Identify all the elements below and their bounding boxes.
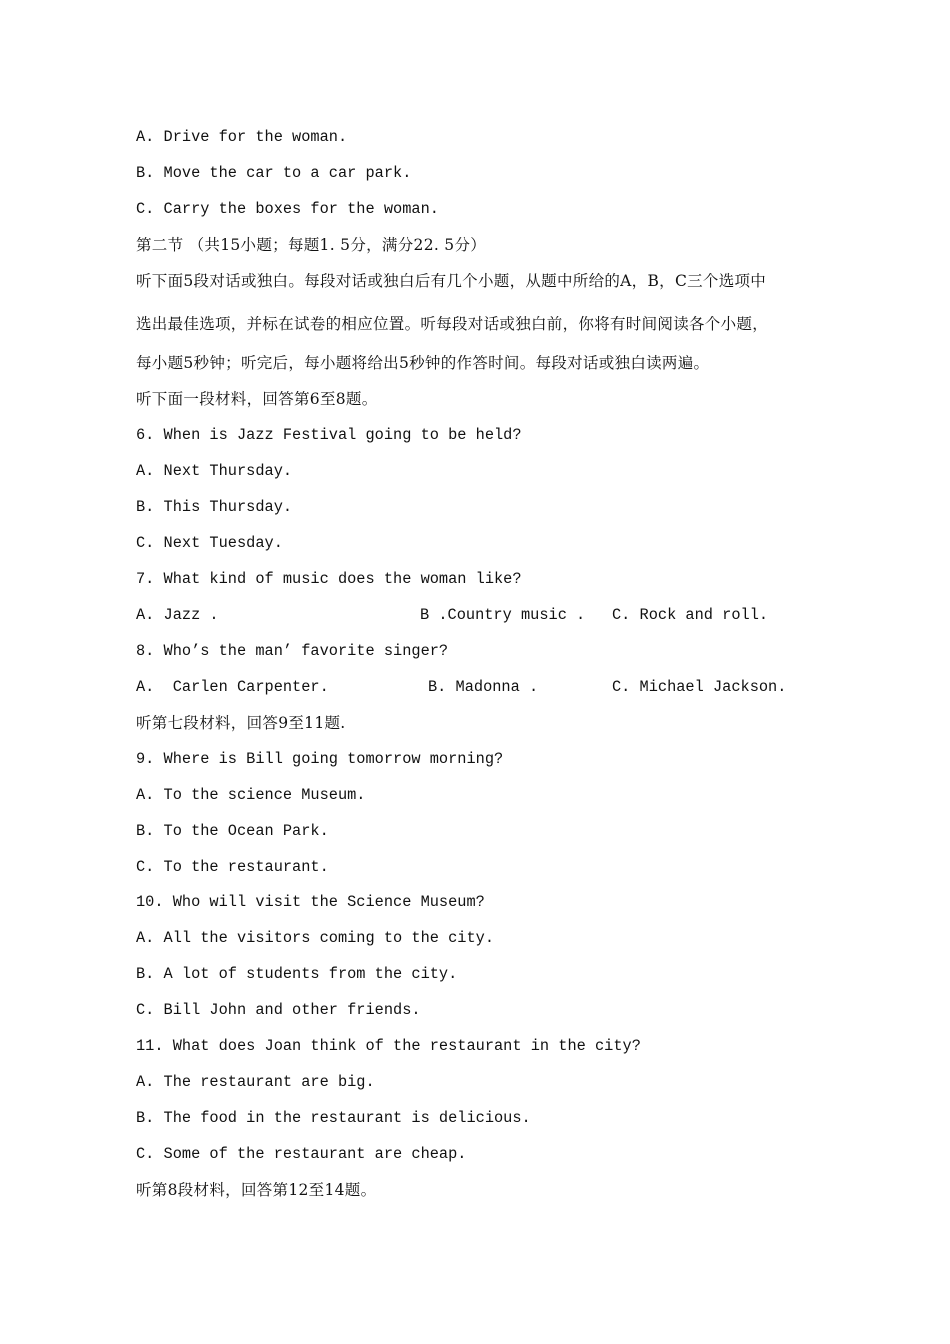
instructions-line-1: 听下面5段对话或独白。每段对话或独白后有几个小题，从题中所给的A，B，C三个选项中	[136, 272, 767, 290]
material-intro-9-11: 听第七段材料，回答9至11题.	[136, 714, 346, 732]
option-11c: C. Some of the restaurant are cheap.	[136, 1145, 467, 1163]
option-5a: A. Drive for the woman.	[136, 128, 348, 146]
option-10b: B. A lot of students from the city.	[136, 965, 458, 983]
option-5b: B. Move the car to a car park.	[136, 164, 412, 182]
option-8b: B. Madonna .	[428, 678, 539, 696]
question-6: 6. When is Jazz Festival going to be held?	[136, 426, 522, 444]
question-11: 11. What does Joan think of the restaurant in the city?	[136, 1037, 641, 1055]
option-9c: C. To the restaurant.	[136, 858, 329, 876]
instructions-line-2: 选出最佳选项，并标在试卷的相应位置。听每段对话或独白前，你将有时间阅读各个小题，	[136, 315, 769, 333]
question-10: 10. Who will visit the Science Museum?	[136, 893, 485, 911]
option-5c: C. Carry the boxes for the woman.	[136, 200, 439, 218]
material-intro-12-14: 听第8段材料，回答第12至14题。	[136, 1181, 377, 1199]
option-8a: A. Carlen Carpenter.	[136, 678, 329, 696]
option-9b: B. To the Ocean Park.	[136, 822, 329, 840]
option-6a: A. Next Thursday.	[136, 462, 293, 480]
option-11b: B. The food in the restaurant is delicious.	[136, 1109, 531, 1127]
option-7a: A. Jazz .	[136, 606, 219, 624]
question-7: 7. What kind of music does the woman like?	[136, 570, 522, 588]
option-10c: C. Bill John and other friends.	[136, 1001, 421, 1019]
option-6c: C. Next Tuesday.	[136, 534, 283, 552]
question-9: 9. Where is Bill going tomorrow morning?	[136, 750, 504, 768]
option-7c: C. Rock and roll.	[612, 606, 769, 624]
material-intro-6-8: 听下面一段材料，回答第6至8题。	[136, 390, 378, 408]
section-heading: 第二节 （共15小题；每题1. 5分，满分22. 5分）	[136, 236, 487, 254]
option-7b: B .Country music .	[420, 606, 586, 624]
instructions-line-3: 每小题5秒钟；听完后，每小题将给出5秒钟的作答时间。每段对话或独白读两遍。	[136, 354, 710, 372]
option-8c: C. Michael Jackson.	[612, 678, 787, 696]
question-8: 8. Who’s the man’ favorite singer?	[136, 642, 449, 660]
option-11a: A. The restaurant are big.	[136, 1073, 375, 1091]
option-9a: A. To the science Museum.	[136, 786, 366, 804]
option-6b: B. This Thursday.	[136, 498, 293, 516]
option-10a: A. All the visitors coming to the city.	[136, 929, 495, 947]
